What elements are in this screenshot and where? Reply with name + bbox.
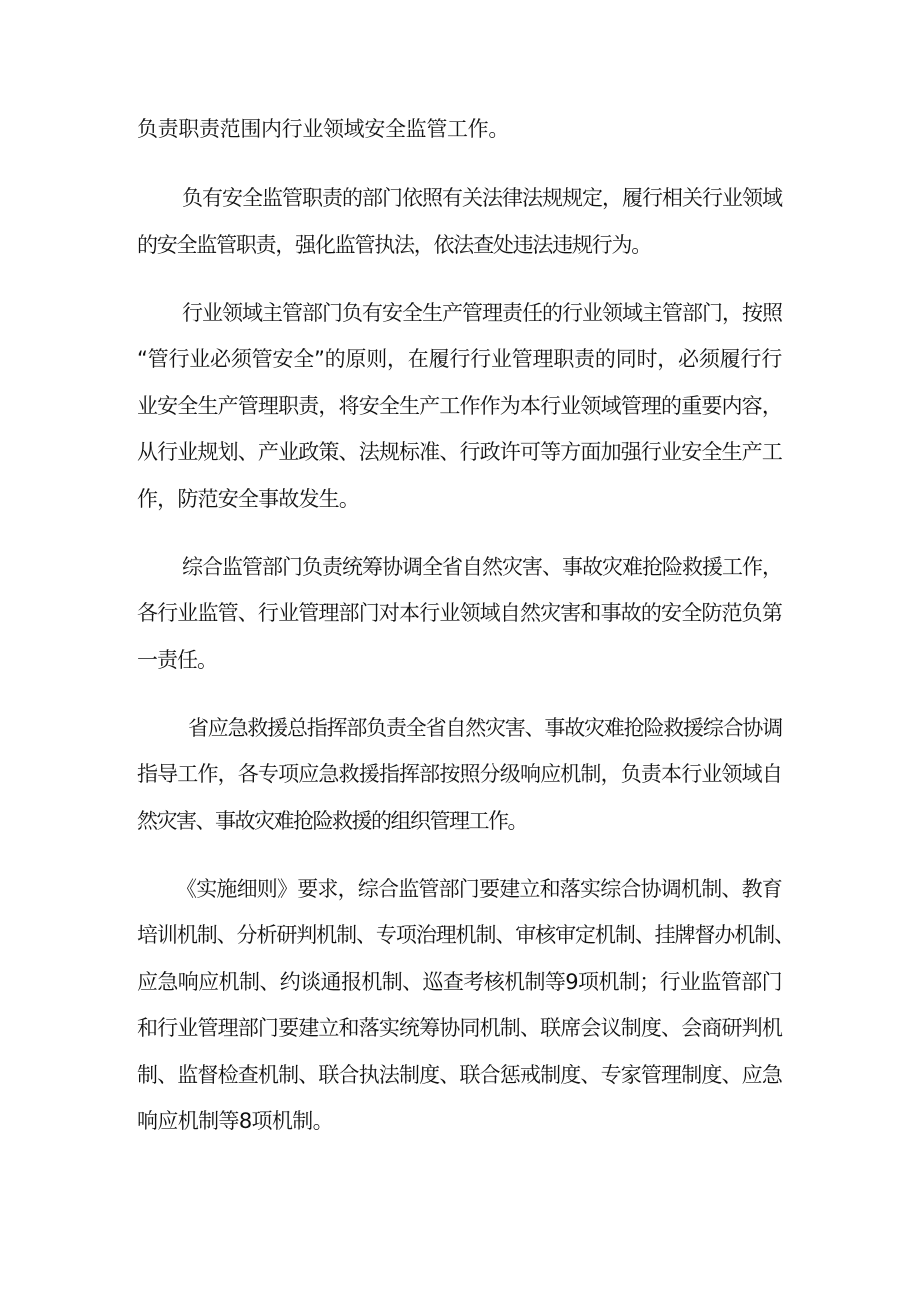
text-line: 《实施细则》要求，综合监管部门要建立和落实综合协调机制、教育 (176, 877, 782, 901)
text-line: 负责职责范围内行业领域安全监管工作。 (137, 117, 510, 141)
text-line: “管行业必须管安全”的原则，在履行行业管理职责的同时，必须履行行 (137, 347, 783, 371)
text-line: 制、监督检查机制、联合执法制度、联合惩戒制度、专家管理制度、应急 (137, 1063, 782, 1087)
text-line: 从行业规划、产业政策、法规标准、行政许可等方面加强行业安全生产工 (137, 440, 782, 464)
text-line: 省应急救援总指挥部负责全省自然灾害、事故灾难抢险救援综合协调 (188, 716, 782, 740)
text-line: 然灾害、事故灾难抢险救援的组织管理工作。 (137, 809, 527, 833)
text-line: 业安全生产管理职责，将安全生产工作作为本行业领域管理的重要内容， (137, 394, 782, 418)
text-line: 作，防范安全事故发生。 (137, 487, 360, 511)
text-line: 培训机制、分析研判机制、专项治理机制、审核审定机制、挂牌督办机制、 (137, 923, 794, 947)
text-line: 指导工作，各专项应急救援指挥部按照分级响应机制，负责本行业领域自 (137, 762, 782, 786)
text-line: 各行业监管、行业管理部门对本行业领域自然灾害和事故的安全防范负第 (137, 601, 782, 625)
text-line: 和行业管理部门要建立和落实统筹协同机制、联席会议制度、会商研判机 (137, 1016, 782, 1040)
text-line: 行业领域主管部门负有安全生产管理责任的行业领域主管部门，按照 (182, 301, 782, 325)
text-line: 负有安全监管职责的部门依照有关法律法规规定，履行相关行业领域 (182, 186, 782, 210)
text-line: 综合监管部门负责统筹协调全省自然灾害、事故灾难抢险救援工作， (182, 555, 782, 579)
text-line: 的安全监管职责，强化监管执法，依法查处违法违规行为。 (137, 233, 651, 257)
text-line: 应急响应机制、约谈通报机制、巡查考核机制等9项机制；行业监管部门 (137, 970, 782, 994)
text-line: 一责任。 (137, 648, 217, 672)
text-line: 响应机制等8项机制。 (137, 1109, 333, 1133)
